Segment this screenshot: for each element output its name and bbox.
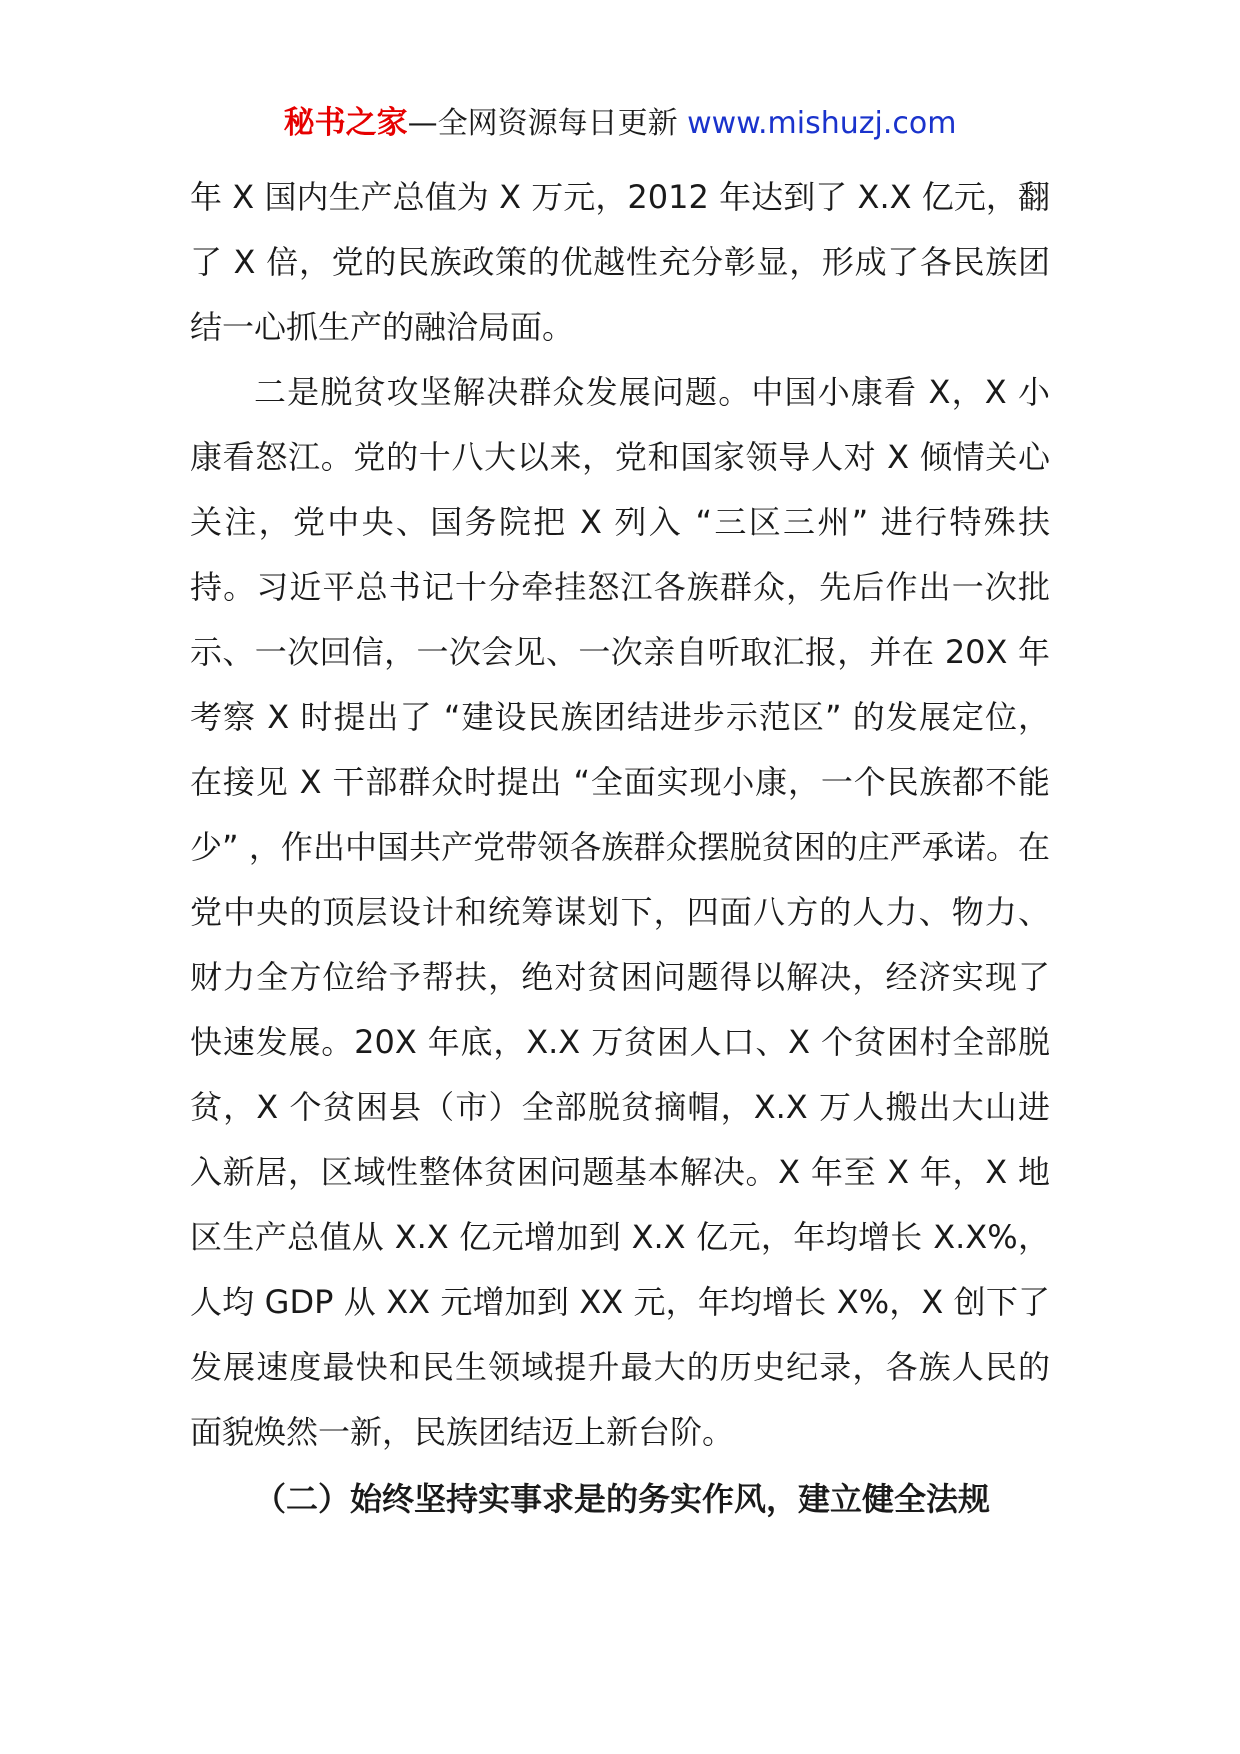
site-slogan: —全网资源每日更新 <box>407 106 678 141</box>
paragraph-poverty-alleviation: 二是脱贫攻坚解决群众发展问题。中国小康看 X，X 小康看怒江。党的十八大以来，党和国家领导人对 X 倾情关心关注，党中央、国务院把 X 列入 “三区三州” 进行特殊扶持。习近平总书记十分牵挂怒江各族群众，先后作出一次批示、一次回信，一次会见、一次亲自听取汇报，并在 20X 年考察 X 时提出了 “建设民族团结进步示范区” 的发展定位，在接见 X 干部群众时提出 “全面实现小康，一个民族都不能少” ，作出中国共产党带领各族群众摆脱贫困的庄严承诺。在党中央的顶层设计和统筹谋划下，四面八方的人力、物力、财力全方位给予帮扶，绝对贫困问题得以解决，经济实现了快速发展。20X 年底，X.X 万贫困人口、X 个贫困村全部脱贫，X 个贫困县（市）全部脱贫摘帽，X.X 万人搬出大山进入新居，区域性整体贫困问题基本解决。X 年至 X 年，X 地区生产总值从 X.X 亿元增加到 X.X 亿元，年均增长 X.X%，人均 GDP 从 XX 元增加到 XX 元，年均增长 X%，X 创下了发展速度最快和民生领域提升最大的历史纪录，各族人民的面貌焕然一新，民族团结迈上新台阶。 <box>190 373 1050 1451</box>
paragraph-continued: 年 X 国内生产总值为 X 万元，2012 年达到了 X.X 亿元，翻了 X 倍，党的民族政策的优越性充分彰显，形成了各民族团结一心抓生产的融洽局面。 <box>190 178 1050 346</box>
site-brand: 秘书之家 <box>283 105 408 141</box>
document-body <box>190 165 1050 1532</box>
page-header <box>0 103 1240 144</box>
section-heading: （二）始终坚持实事求是的务实作风，建立健全法规 <box>254 1480 991 1518</box>
site-url-link[interactable]: www.mishuzj.com <box>687 106 957 141</box>
